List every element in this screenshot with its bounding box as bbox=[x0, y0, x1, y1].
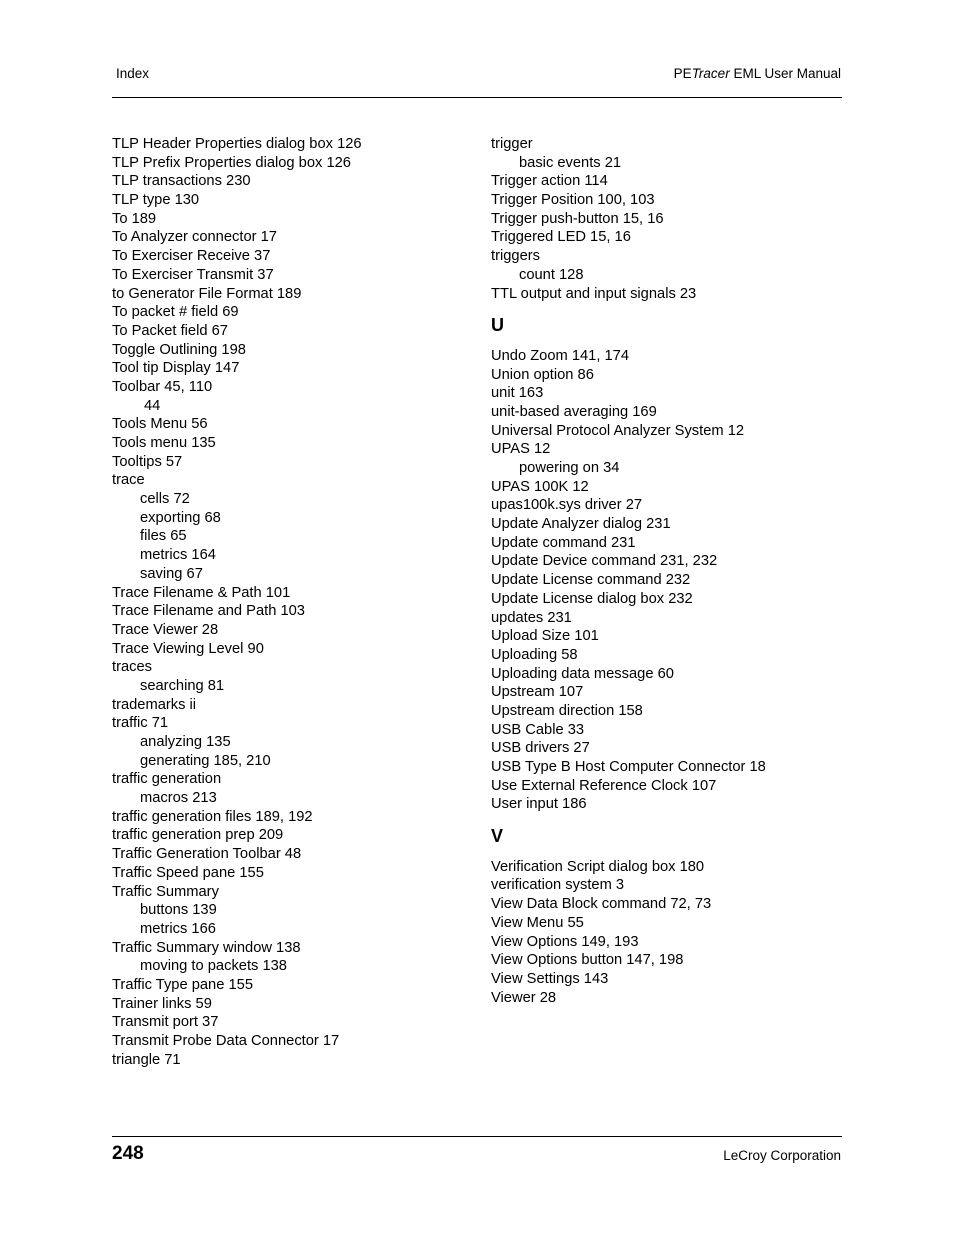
index-subentry: macros 213 bbox=[140, 790, 217, 807]
index-subentry: saving 67 bbox=[140, 565, 203, 582]
title-italic: Tracer bbox=[691, 66, 730, 81]
index-entry: Verification Script dialog box 180 bbox=[491, 858, 705, 875]
index-entry: Update License command 232 bbox=[491, 572, 691, 589]
index-subentry: cells 72 bbox=[140, 491, 190, 508]
index-entry: Upload Size 101 bbox=[491, 628, 599, 645]
footer-company: LeCroy Corporation bbox=[723, 1148, 841, 1163]
index-entry: Tools menu 135 bbox=[112, 435, 216, 451]
index-entry: Trainer links 59 bbox=[112, 995, 212, 1012]
index-entry: Traffic Summary window 138 bbox=[112, 939, 301, 956]
index-entry: Tool tip Display 147 bbox=[112, 360, 240, 377]
index-entry: Update command 231 bbox=[491, 534, 636, 551]
index-entry: View Settings 143 bbox=[491, 970, 609, 987]
index-entry: User input 186 bbox=[491, 796, 587, 813]
index-subentry: generating 185, 210 bbox=[140, 752, 271, 769]
index-entry: TTL output and input signals 23 bbox=[491, 285, 697, 302]
index-entry: Update License dialog box 232 bbox=[491, 590, 693, 607]
index-entry: USB Cable 33 bbox=[491, 721, 585, 738]
index-entry: To 189 bbox=[112, 210, 157, 227]
index-subentry: basic events 21 bbox=[519, 154, 622, 171]
index-entry: Tools Menu 56 bbox=[112, 416, 208, 433]
header-rule bbox=[112, 97, 842, 98]
index-entry: View Menu 55 bbox=[491, 914, 584, 931]
index-entry: traces bbox=[112, 659, 152, 676]
index-entry: Trace Filename and Path 103 bbox=[112, 603, 305, 620]
index-subentry: exporting 68 bbox=[140, 509, 221, 526]
index-entry: USB drivers 27 bbox=[491, 740, 590, 757]
index-column-right bbox=[491, 135, 766, 1007]
index-entry: TLP Header Properties dialog box 126 bbox=[112, 136, 362, 152]
title-suffix: EML User Manual bbox=[729, 66, 841, 81]
running-header-title bbox=[674, 66, 841, 81]
index-entry: Triggered LED 15, 16 bbox=[491, 229, 631, 246]
index-entry: verification system 3 bbox=[491, 877, 625, 894]
index-entry: TLP type 130 bbox=[112, 192, 200, 209]
index-entry: Trace Viewing Level 90 bbox=[112, 640, 264, 657]
index-entry: To Analyzer connector 17 bbox=[112, 229, 277, 246]
index-entry: To Exerciser Transmit 37 bbox=[112, 266, 274, 283]
footer-rule bbox=[112, 1136, 842, 1137]
index-entry: trademarks ii bbox=[112, 696, 197, 713]
index-entry: Toolbar 45, 110 bbox=[112, 378, 213, 395]
index-entry: View Options button 147, 198 bbox=[491, 952, 684, 969]
index-entry: Trigger Position 100, 103 bbox=[491, 192, 655, 209]
index-entry: Update Device command 231, 232 bbox=[491, 553, 718, 570]
index-entry: Transmit port 37 bbox=[112, 1014, 219, 1031]
index-entry: traffic generation files 189, 192 bbox=[112, 808, 313, 825]
index-entry: Undo Zoom 141, 174 bbox=[491, 347, 629, 364]
title-prefix: PE bbox=[673, 66, 692, 81]
index-entry: To Exerciser Receive 37 bbox=[112, 248, 271, 265]
index-entry: TLP transactions 230 bbox=[112, 173, 251, 190]
index-entry: upas100k.sys driver 27 bbox=[491, 497, 643, 514]
index-entry: USB Type B Host Computer Connector 18 bbox=[491, 759, 766, 775]
index-entry: updates 231 bbox=[491, 609, 572, 626]
index-entry: traffic generation bbox=[112, 771, 222, 788]
index-entry: to Generator File Format 189 bbox=[112, 285, 302, 302]
index-entry: triangle 71 bbox=[112, 1051, 181, 1068]
index-subentry: metrics 164 bbox=[140, 547, 216, 564]
index-entry: Uploading 58 bbox=[491, 646, 578, 663]
index-entry: Uploading data message 60 bbox=[491, 665, 674, 682]
index-entry: unit-based averaging 169 bbox=[491, 403, 657, 420]
index-entry: Union option 86 bbox=[491, 366, 594, 383]
index-subentry: count 128 bbox=[519, 266, 584, 283]
index-entry: To packet # field 69 bbox=[112, 304, 239, 321]
index-section-letter: V bbox=[491, 826, 504, 847]
index-entry: To Packet field 67 bbox=[112, 322, 228, 339]
index-entry: unit 163 bbox=[491, 385, 544, 402]
index-entry: Update Analyzer dialog 231 bbox=[491, 516, 671, 533]
index-column-left bbox=[112, 135, 362, 1069]
index-entry: Transmit Probe Data Connector 17 bbox=[112, 1033, 340, 1049]
index-entry: Upstream 107 bbox=[491, 684, 584, 701]
index-entry: Tooltips 57 bbox=[112, 453, 183, 470]
index-entry: traffic 71 bbox=[112, 715, 169, 732]
index-entry: Trigger action 114 bbox=[491, 173, 608, 190]
index-entry: UPAS 100K 12 bbox=[491, 478, 589, 495]
index-entry: View Data Block command 72, 73 bbox=[491, 896, 712, 913]
index-entry: Traffic Summary bbox=[112, 883, 219, 900]
index-subentry: searching 81 bbox=[140, 677, 225, 694]
index-entry: trace bbox=[112, 472, 145, 489]
index-entry: Universal Protocol Analyzer System 12 bbox=[491, 422, 745, 439]
index-entry: Trigger push-button 15, 16 bbox=[491, 210, 664, 227]
index-subentry: moving to packets 138 bbox=[140, 958, 287, 975]
index-entry: Viewer 28 bbox=[491, 989, 557, 1006]
index-entry: Traffic Generation Toolbar 48 bbox=[112, 846, 302, 863]
index-subentry: 44 bbox=[144, 397, 161, 414]
index-subentry: powering on 34 bbox=[519, 460, 620, 476]
index-entry: UPAS 12 bbox=[491, 441, 551, 458]
index-entry: Trace Filename & Path 101 bbox=[112, 584, 291, 601]
running-header-section: Index bbox=[116, 66, 150, 81]
index-entry: Trace Viewer 28 bbox=[112, 621, 219, 638]
index-subentry: files 65 bbox=[140, 528, 187, 545]
index-entry: View Options 149, 193 bbox=[491, 933, 639, 950]
index-entry: trigger bbox=[491, 136, 533, 152]
index-entry: Toggle Outlining 198 bbox=[112, 341, 246, 358]
index-entry: Traffic Speed pane 155 bbox=[112, 864, 264, 881]
index-entry: Use External Reference Clock 107 bbox=[491, 777, 717, 794]
page-number: 248 bbox=[112, 1143, 144, 1164]
index-subentry: metrics 166 bbox=[140, 920, 216, 937]
index-subentry: analyzing 135 bbox=[140, 734, 231, 750]
index-entry: Traffic Type pane 155 bbox=[112, 976, 253, 993]
index-entry: triggers bbox=[491, 248, 540, 265]
index-entry: Upstream direction 158 bbox=[491, 702, 643, 719]
index-entry: traffic generation prep 209 bbox=[112, 827, 284, 844]
index-entry: TLP Prefix Properties dialog box 126 bbox=[112, 154, 351, 171]
index-subentry: buttons 139 bbox=[140, 902, 217, 919]
index-section-letter: U bbox=[491, 315, 504, 336]
